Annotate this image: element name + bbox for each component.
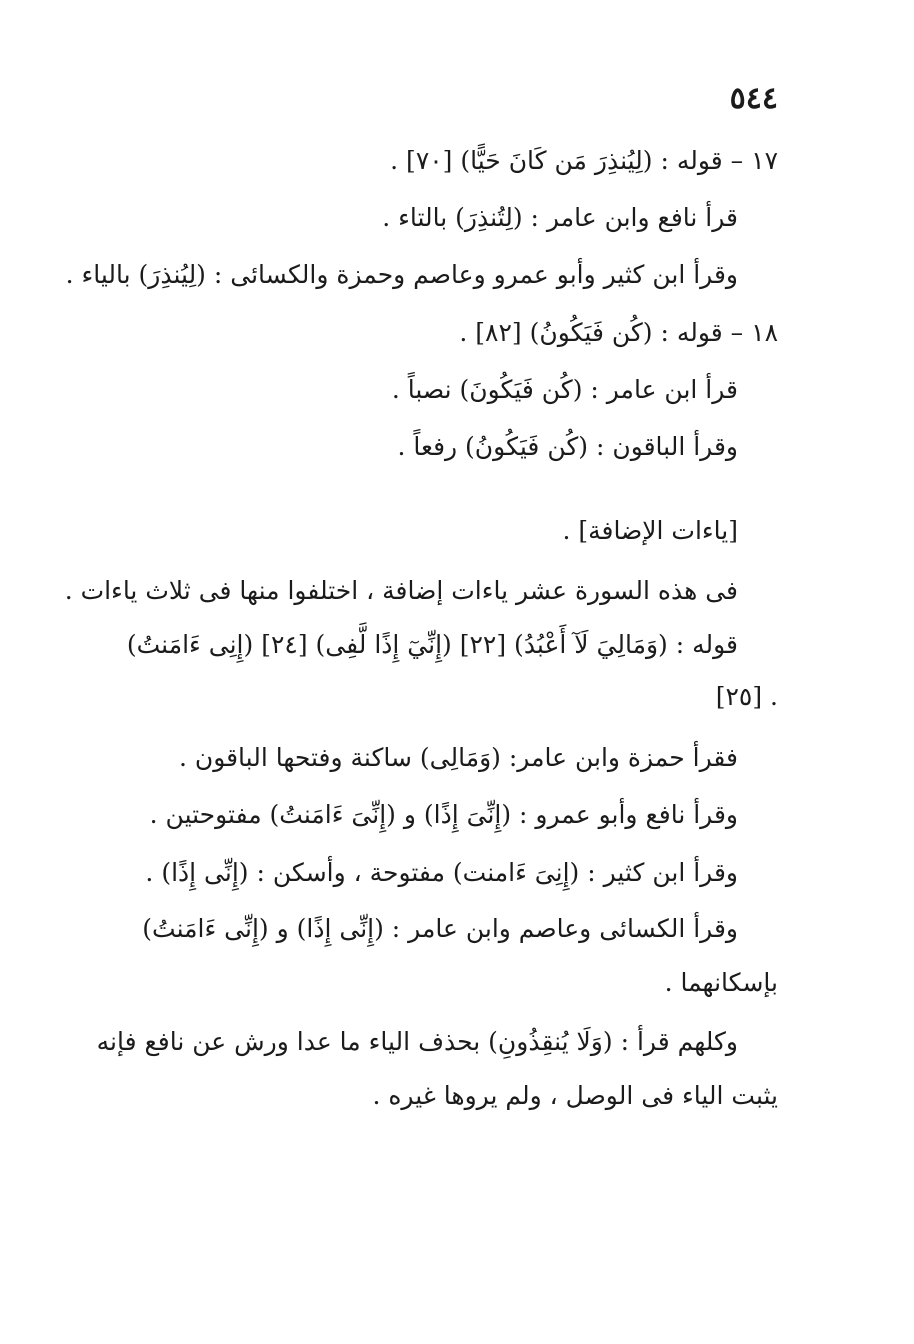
reading-line: فقرأ حمزة وابن عامر: (وَمَالِى) ساكنة وفتحها الباقون . <box>178 743 738 772</box>
paragraph-line: . [٢٥] <box>715 682 778 711</box>
reading-line: وقرأ ابن كثير : (إِنِىَ ءَامنت) مفتوحة ، وأسكن : (إِنِّى إِذًا) . <box>145 858 738 887</box>
page-number: ٥٤٤ <box>729 81 778 116</box>
reading-line: قرأ نافع وابن عامر : (لِتُنذِرَ) بالتاء . <box>382 203 738 232</box>
section-heading: [ياءات الإضافة] . <box>562 516 738 545</box>
verse-18-heading: ١٨ – قوله : (كُن فَيَكُونُ) [٨٢] . <box>459 318 778 347</box>
reading-line: وكلهم قرأ : (وَلَا يُنقِذُونِ) بحذف الياء ما عدا ورش عن نافع فإنه <box>96 1027 738 1056</box>
reading-line: وقرأ نافع وأبو عمرو : (إِنِّىَ إِذًا) و (إِنِّىَ ءَامَنتُ) مفتوحتين . <box>149 800 738 829</box>
reading-line: وقرأ الباقون : (كُن فَيَكُونُ) رفعاً . <box>397 432 738 461</box>
reading-line: وقرأ ابن كثير وأبو عمرو وعاصم وحمزة والكسائى : (لِيُنذِرَ) بالياء . <box>65 260 738 289</box>
paragraph-line: قوله : (وَمَالِيَ لَآ أَعْبُدُ) [٢٢] (إِنِّيٓ إِذًا لَّفِى) [٢٤] (إِنِى ءَامَنتُ) <box>126 630 738 659</box>
reading-line: يثبت الياء فى الوصل ، ولم يروها غيره . <box>372 1081 778 1110</box>
reading-line: قرأ ابن عامر : (كُن فَيَكُونَ) نصباً . <box>391 375 738 404</box>
reading-line: بإسكانهما . <box>664 968 778 997</box>
verse-17-heading: ١٧ – قوله : (لِيُنذِرَ مَن كَانَ حَيًّا) [٧٠] . <box>390 146 778 175</box>
reading-line: وقرأ الكسائى وعاصم وابن عامر : (إِنِّى إِذًا) و (إِنِّى ءَامَنتُ) <box>142 914 738 943</box>
paragraph-line: فى هذه السورة عشر ياءات إضافة ، اختلفوا منها فى ثلاث ياءات . <box>64 576 738 605</box>
